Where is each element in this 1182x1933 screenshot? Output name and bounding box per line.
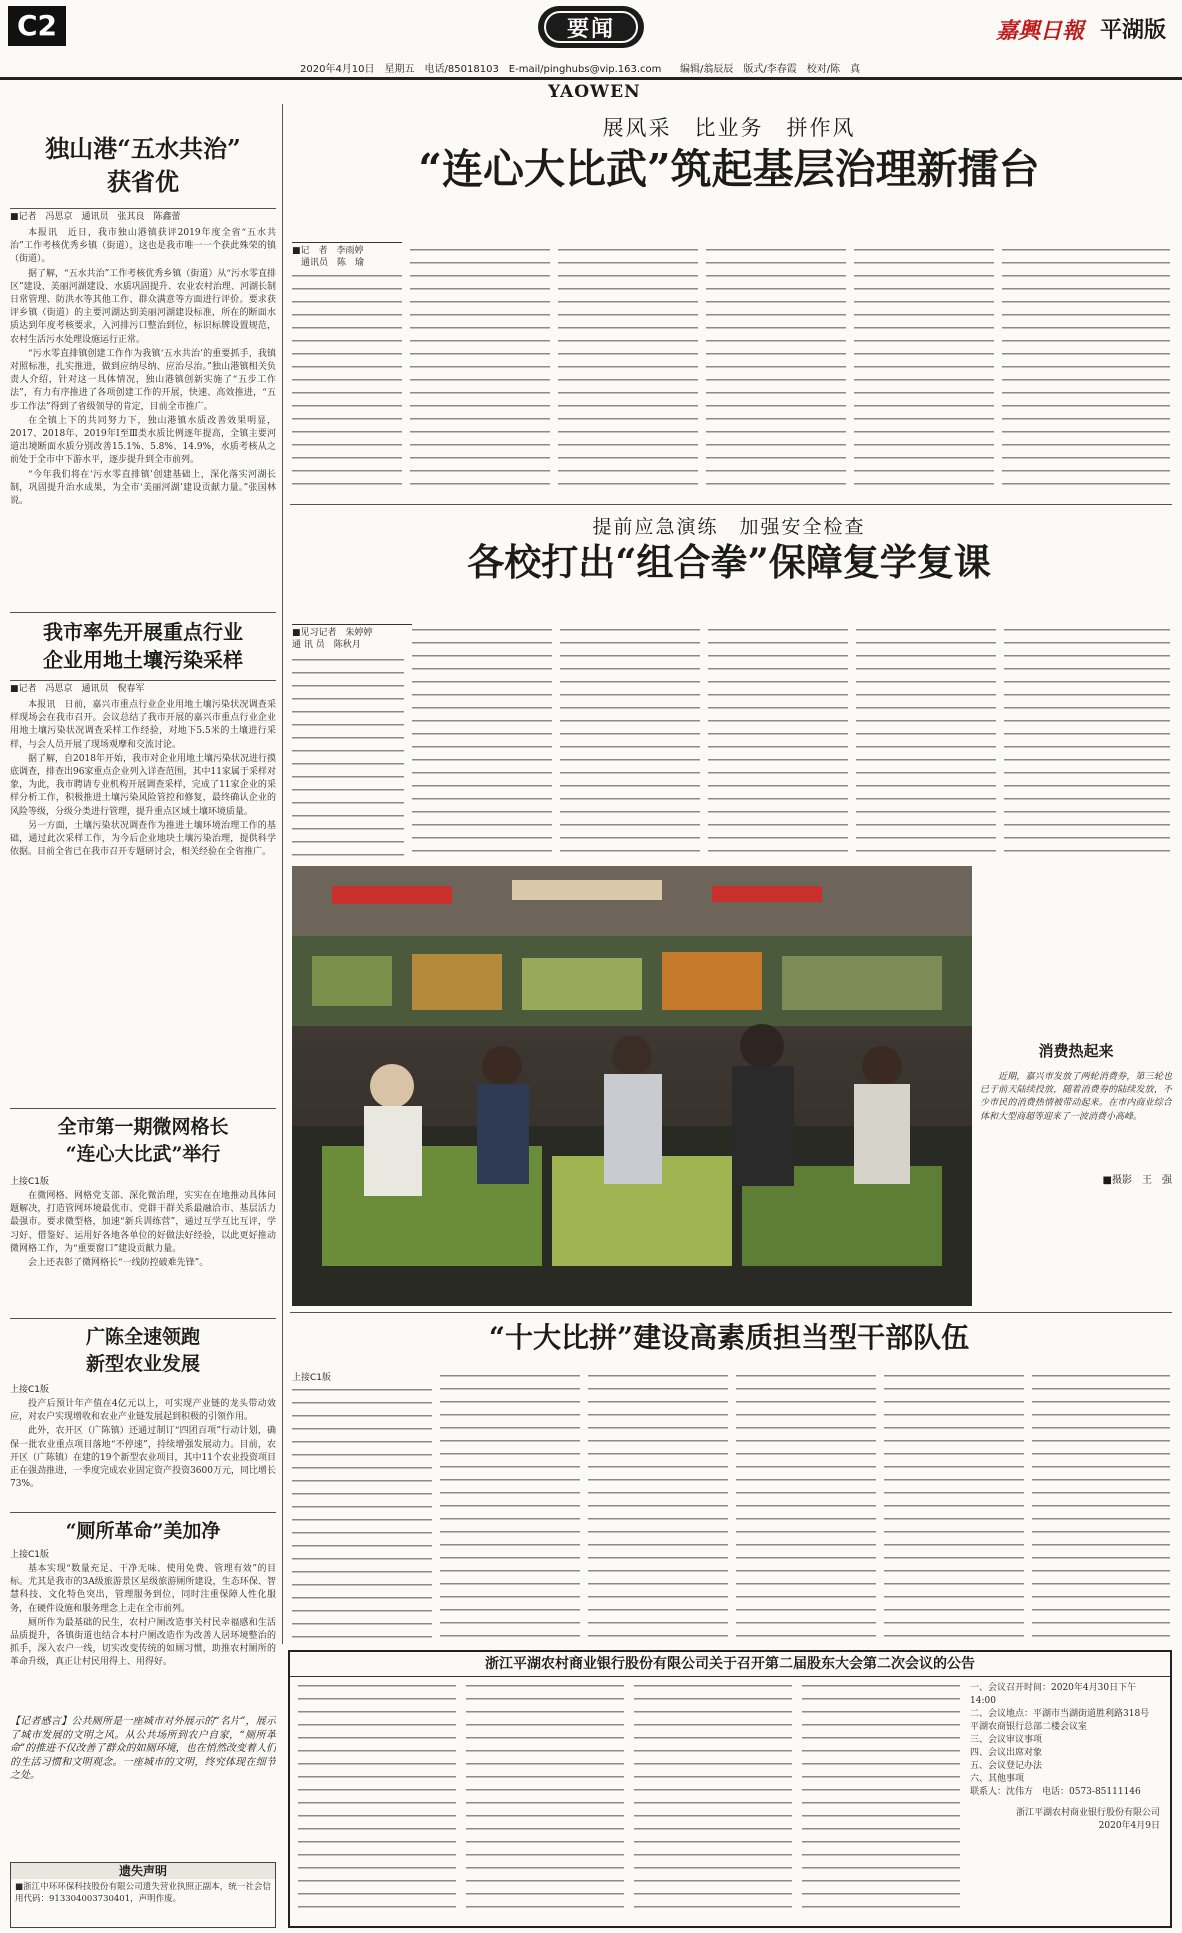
lead-kicker: 展风采 比业务 拼作风 xyxy=(602,116,856,140)
lead-body-col-3 xyxy=(558,246,698,494)
bank-notice-col-3 xyxy=(634,1682,792,1918)
bank-notice-col-1 xyxy=(298,1682,456,1918)
left-article-1-byline: ■记者 冯思京 通讯员 张其良 陈鑫蕾 xyxy=(10,208,276,223)
left-article-3 xyxy=(10,1114,276,1338)
bank-notice-item: 二、会议地点：平湖市当湖街道胜利路318号 平湖农商银行总部二楼会议室 xyxy=(970,1709,1159,1732)
left-article-3-byline: 上接C1版 xyxy=(10,1177,50,1187)
left-separator-2 xyxy=(10,1108,276,1109)
lost-notice-box xyxy=(10,1862,276,1928)
second-title: 各校打出“组合拳”保障复学复课 xyxy=(467,540,991,584)
date-line: 2020年4月10日 星期五 电话/85018103 E-mail/pinghubs@vip.163.com xyxy=(300,64,662,75)
left-separator-1 xyxy=(10,612,276,613)
lead-title: “连心大比武”筑起基层治理新擂台 xyxy=(418,145,1040,193)
bank-notice-item: 四、会议出席对象 xyxy=(970,1748,1043,1758)
left-article-2-byline: ■记者 冯思京 通讯员 倪春军 xyxy=(10,680,276,695)
photo-caption-box xyxy=(980,1040,1172,1186)
lead-body-col-6 xyxy=(1002,246,1170,494)
bank-notice-title: 浙江平湖农村商业银行股份有限公司关于召开第二届股东大会第二次会议的公告 xyxy=(290,1652,1170,1677)
left-article-4-title: 广陈全速领跑 新型农业发展 xyxy=(85,1326,200,1375)
bank-notice-col-2 xyxy=(466,1682,624,1918)
left-article-5-note: 【记者感言】公共厕所是一座城市对外展示的“名片”，展示了城市发展的文明之风。从公共场所到农户自家，“厕所革命”的推进不仅改善了群众的如厕环境，也在悄然改变着人们的生活习惯和文明观念。一座城市的文明，终究体现在细节之处。 xyxy=(10,1716,276,1781)
bank-notice-date: 2020年4月9日 xyxy=(1098,1821,1160,1831)
left-article-5 xyxy=(10,1518,276,1811)
left-article-2 xyxy=(10,618,276,1111)
bank-notice-item: 五、会议登记办法 xyxy=(970,1761,1043,1771)
lost-notice-text: ■浙江中环环保科技股份有限公司遗失营业执照正副本，统一社会信用代码：913304003730401，声明作废。 xyxy=(15,1882,271,1904)
left-column-divider xyxy=(282,104,283,1644)
photo-credit: ■摄影 王 强 xyxy=(1102,1175,1172,1186)
third-body-col-5 xyxy=(884,1372,1024,1640)
photo-bottom-rule xyxy=(290,1312,1172,1313)
lead-body-col-4 xyxy=(706,246,846,494)
bank-notice-item: 一、会议召开时间：2020年4月30日下午14:00 xyxy=(970,1683,1137,1706)
lead-byline-box: ■记 者 李雨婷 通讯员 陈 瑜 xyxy=(292,242,402,269)
left-article-2-body: 本报讯 日前，嘉兴市重点行业企业用地土壤污染状况调查采样现场会在我市召开。会议总结了我市开展的嘉兴市重点行业企业用地土壤污染状况调查采样工作经验，对地下5.5米的土壤进行采样，与会人员开展了现场观摩和交流讨论。 据了解，自2018年开始，我市对企业用地土壤污染状况进行摸底调查，排查出96家重点企业列入详查范围，其中11家属于采样对象，为此，我市聘请专业机构开展调查采样，完成了11家企业的采样分析工作，积极推进土壤污染风险管控和修复，最终确认企业的风险等级，分级分类进行管理，提升重点区域土壤环境质量。 另一方面，土壤污染状况调查作为推进土壤环境治理工作的基础，通过此次采样工作，为今后企业地块土壤污染治理，提供科学依据。目前全省已在我市召开专题研讨会，相关经验在全省推广。 xyxy=(10,700,276,858)
left-article-1-title: 独山港“五水共治” 获省优 xyxy=(45,134,241,196)
left-article-5-byline: 上接C1版 xyxy=(10,1550,50,1560)
third-body-col-6 xyxy=(1032,1372,1170,1640)
left-article-4 xyxy=(10,1324,276,1526)
bank-notice-col-4 xyxy=(802,1682,960,1918)
bank-notice-org: 浙江平湖农村商业银行股份有限公司 xyxy=(1015,1808,1160,1818)
second-body-col-6 xyxy=(1004,626,1170,860)
bank-notice-box xyxy=(288,1650,1172,1928)
lead-body-col-5 xyxy=(854,246,994,494)
editors-line: 编辑/翁辰辰 版式/李春霞 校对/陈 真 xyxy=(680,64,861,75)
left-article-5-title: “厕所革命”美加净 xyxy=(65,1520,221,1542)
left-article-1 xyxy=(10,132,276,603)
paper-name-logo: 嘉興日報 xyxy=(996,18,1085,44)
news-photo xyxy=(292,866,972,1306)
supermarket-scene xyxy=(292,866,972,1306)
left-article-1-body: 本报讯 近日，我市独山港镇获评2019年度全省“五水共治”工作考核优秀乡镇（街道），这也是我市唯一一个获此殊荣的镇（街道）。 据了解，“五水共治”工作考核优秀乡镇（街道）从“污水零直排区”建设、美丽河湖建设、水质巩固提升、农业农村治理、河湖长制日常管理、防洪水等其他工作、群众满意等方面进行评价。要求获评乡镇（街道）的主要河湖达到美丽河湖建设标准，所在的断面水质达到年度考核要求，入河排污口整治到位，标识标牌设置规范，农村生活污水处理设施运行正常。 “污水零直排镇创建工作作为我镇‘五水共治’的重要抓手，我镇对照标准，扎实推进，做到应纳尽纳、应治尽治。”独山港镇相关负责人介绍，针对这一具体情况，独山港镇创新实施了“五步工作法”，有力有序推进了各项创建工作的开展，快速、高效推进，“五步工作法”得到了省级领导的肯定，目前全市推广。 在全镇上下的共同努力下，独山港镇水质改善效果明显，2017、2018年、2019年Ⅰ至Ⅲ类水质比例逐年提高，全镇主要河道出境断面水质分别改善15.1%、5.8%、14.9%，水质考核从之前处于全市中下游水平，逐步提升到全市前列。 “今年我们将在‘污水零直排镇’创建基础上，深化落实河湖长制，巩固提升治水成果，为全市‘美丽河湖’建设贡献力量。”张国林说。 xyxy=(10,228,276,507)
second-body-col-3 xyxy=(560,626,700,860)
section-en: YAOWEN xyxy=(548,82,641,102)
lead-body-col-1 xyxy=(292,272,402,494)
third-body-col-3 xyxy=(588,1372,728,1640)
bank-notice-col-5 xyxy=(970,1682,1160,1922)
lead-bottom-rule xyxy=(290,504,1172,505)
third-byline: 上接C1版 xyxy=(292,1373,332,1383)
second-body-col-4 xyxy=(708,626,848,860)
second-body-col-5 xyxy=(856,626,996,860)
bank-notice-item: 联系人：沈伟方 电话：0573-85111146 xyxy=(970,1787,1141,1797)
lead-byline-names: 李雨婷 xyxy=(336,246,364,256)
third-title: “十大比拼”建设高素质担当型干部队伍 xyxy=(488,1321,970,1354)
second-kicker: 提前应急演练 加强安全检查 xyxy=(592,516,866,538)
left-article-2-title: 我市率先开展重点行业 企业用地土壤污染采样 xyxy=(43,620,243,672)
page-code: C2 xyxy=(8,6,66,46)
left-article-3-body: 在微网格、网格党支部、深化微治理，实实在在地推动具体问题解决，打造管网环境最优市、党群干群关系最融洽市、基层活力最强市。要求微型格，加速“新兵训练营”，通过互学互比互评，学习好、借鉴好、运用好各地各单位的好做法好经验，以此更好推动微网格工作，为“重要窗口”建设贡献力量。 会上还表彰了微网格长“一线防控破难先锋”。 xyxy=(10,1191,276,1269)
bank-notice-item: 三、会议审议事项 xyxy=(970,1735,1043,1745)
header-rule xyxy=(0,77,1182,80)
lost-notice-title: 遗失声明 xyxy=(11,1863,275,1879)
second-body-col-1 xyxy=(292,656,404,860)
page-header xyxy=(0,0,1182,76)
section-title: 要闻 xyxy=(544,11,638,43)
third-body-col-2 xyxy=(440,1372,580,1640)
edition-label: 平湖版 xyxy=(1100,17,1167,43)
left-article-3-title: 全市第一期微网格长 “连心大比武”举行 xyxy=(57,1116,229,1165)
photo-caption-text: 近期，嘉兴市发放了两轮消费券，第三轮也已于前天陆续投放，随着消费券的陆续发放，不少市民的消费热情被带动起来。在市内商业综合体和大型商超等迎来了一波消费小高峰。 xyxy=(980,1072,1172,1122)
left-article-4-byline: 上接C1版 xyxy=(10,1385,50,1395)
photo-caption-title: 消费热起来 xyxy=(1038,1042,1114,1060)
third-body-col-1 xyxy=(292,1386,432,1640)
lead-body-col-2 xyxy=(410,246,550,494)
left-article-4-body: 投产后预计年产值在4亿元以上，可实现产业链的龙头带动效应，对农户实现增收和农业产业链发展起到积极的引领作用。 此外，农开区（广陈镇）还通过制订“四团百项”行动计划，确保一批农业重点项目落地“不停速”，持续增强发展动力。目前，农开区（广陈镇）在建的19个新型农业项目，其中11个农业投资项目正在强劲推进，一季度完成农业固定资产投资3600万元，同比增长73%。 xyxy=(10,1399,276,1490)
bank-notice-item: 六、其他事项 xyxy=(970,1774,1025,1784)
left-article-5-body: 基本实现“数量充足、干净无味、使用免费、管理有效”的目标。尤其是我市的3A级旅游景区星级旅游厕所建设，生态环保、智慧科技、文化特色突出，管理服务到位，同时注重保障人性化服务，在硬件设施和服务理念上走在全市前列。 厕所作为最基础的民生，农村户厕改造事关村民幸福感和生活品质提升，各镇街道也结合本村户厕改造作为改善人居环境整治的抓手，深入农户一线，切实改变传统的如厕习惯，助推农村厕所的革命升级，真正让村民用得上、用得好。 xyxy=(10,1564,276,1668)
left-separator-3 xyxy=(10,1318,276,1319)
third-body-col-4 xyxy=(736,1372,876,1640)
second-byline-box: ■见习记者 朱婷婷 通 讯 员 陈秋月 xyxy=(292,624,412,651)
left-separator-4 xyxy=(10,1512,276,1513)
second-body-col-2 xyxy=(412,626,552,860)
